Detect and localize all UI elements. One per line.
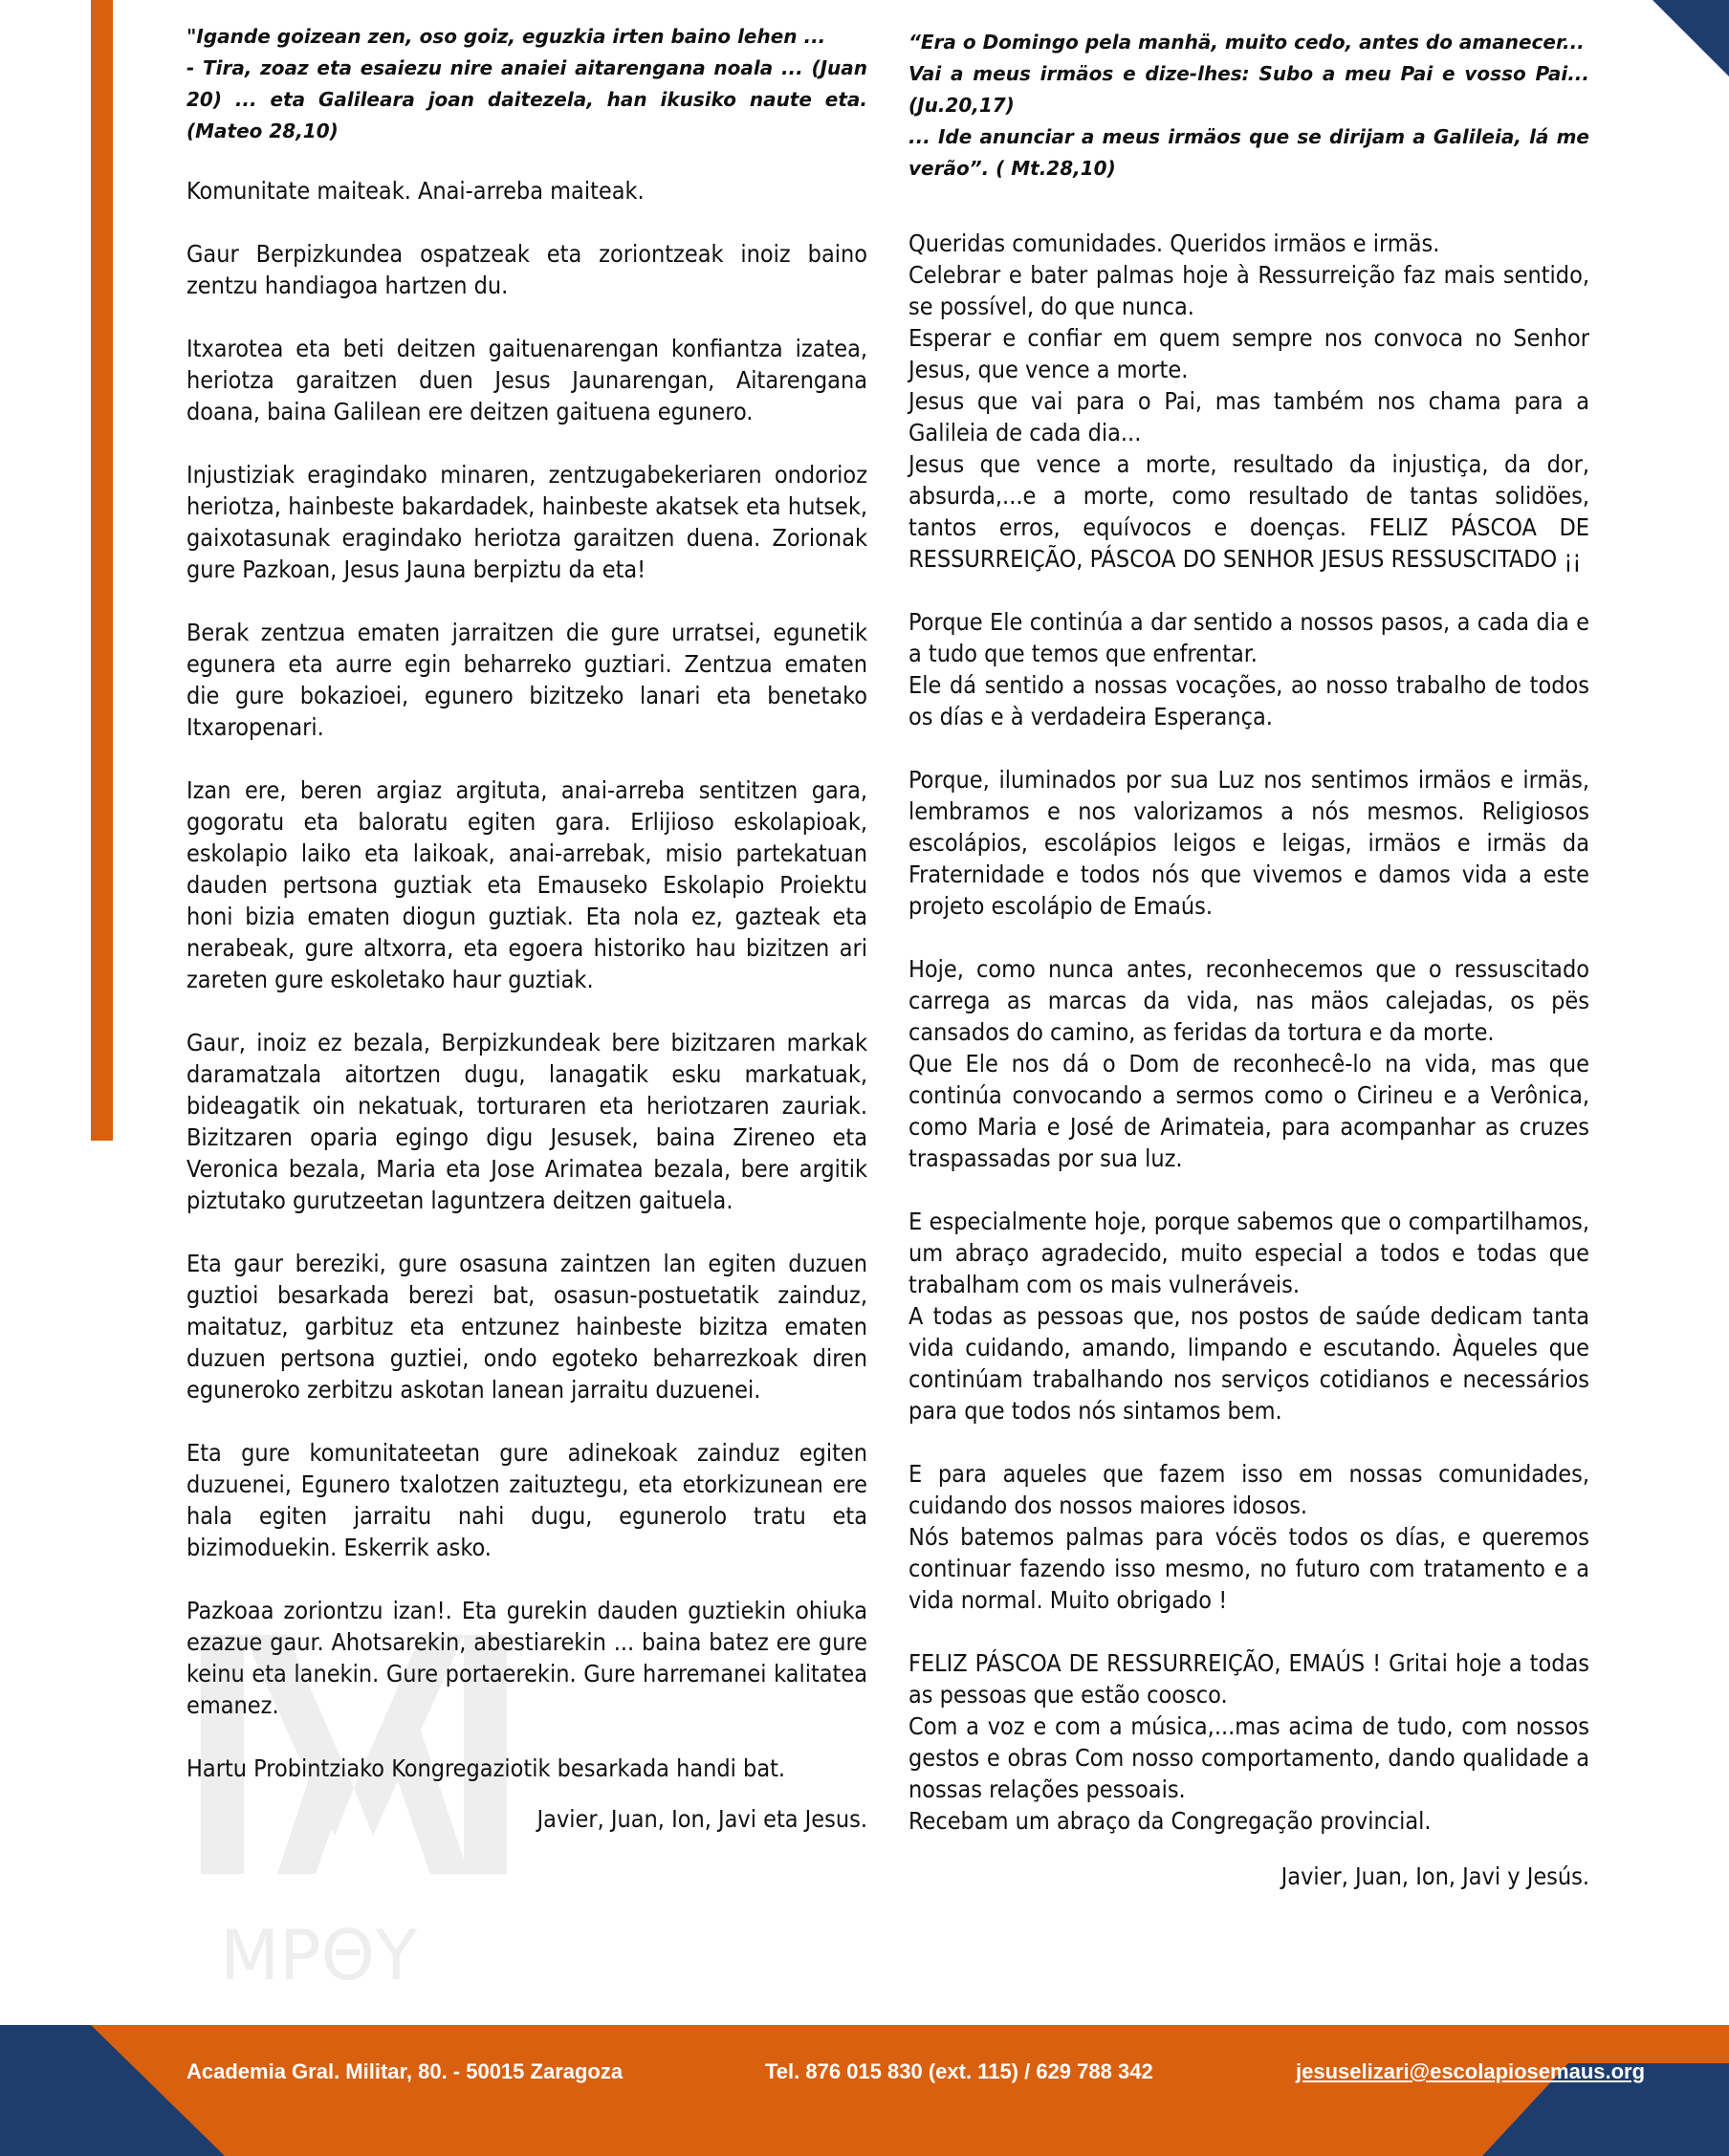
footer-address: Academia Gral. Militar, 80. - 50015 Zaragoza: [186, 2059, 624, 2083]
basque-paragraph: Itxarotea eta beti deitzen gaituenarengan konfiantza izatea, heriotza garaitzen duen Jesus Jaunarengan, Aitarengana doana, baina Galilean ere deitzen gaituena egunero.: [186, 335, 867, 425]
portuguese-epigraph-line: “Era o Domingo pela manhä, muito cedo, antes do amanecer...: [908, 31, 1585, 54]
portuguese-paragraph: Queridas comunidades. Queridos irmäos e irmäs. Celebrar e bater palmas hoje à Ressurreição faz mais sentido, se possível, do que nunca. Esperar e confiar em quem sempre nos convoca no Senhor Jesus, que vence a morte. Jesus que vai para o Pai, mas também nos chama para a Galileia de cada dia... Jesus que vence a morte, resultado da injustiça, da dor, absurda,...e a morte, como resultado de tantas solidöes, tantos erros, equívocos e doenças. FELIZ PÁSCOA DE RESSURREIÇÃO, PÁSCOA DO SENHOR JESUS RESSUSCITADO ¡¡: [908, 229, 1589, 573]
basque-paragraph: Gaur Berpizkundea ospatzeak eta zoriontzeak inoiz baino zentzu handiagoa hartzen du.: [186, 240, 867, 299]
portuguese-epigraph-line: ... Ide anunciar a meus irmäos que se dirijam a Galileia, lá me verão”. ( Mt.28,10): [908, 125, 1589, 180]
basque-paragraph: Komunitate maiteak. Anai-arreba maiteak.: [186, 177, 645, 205]
left-accent-bar: [91, 0, 113, 1141]
basque-signature: Javier, Juan, Ion, Javi eta Jesus.: [536, 1805, 867, 1833]
portuguese-epigraph-line: Vai a meus irmäos e dize-lhes: Subo a meu Pai e vosso Pai...(Ju.20,17): [908, 62, 1589, 117]
portuguese-paragraph: FELIZ PÁSCOA DE RESSURREIÇÃO, EMAÚS ! Gritai hoje a todas as pessoas que estão coosco. Com a voz e com a música,...mas acima de tudo, com nossos gestos e obras Com nosso comportamento, dando qualidade a nossas relações pessoais. Recebam um abraço da Congregação provincial.: [908, 1649, 1589, 1835]
basque-column: [186, 21, 867, 1835]
logo-text: MPΘY: [220, 1915, 418, 1995]
portuguese-column: [908, 27, 1589, 1892]
basque-paragraph: Eta gure komunitateetan gure adinekoak zainduz egiten duzuenei, Egunero txalotzen zaituztegu, eta etorkizunean ere hala egiten jarraitu nahi dugu, egunerolo tratu eta bizimoduekin. Eskerrik asko.: [186, 1439, 867, 1561]
basque-paragraph: Gaur, inoiz ez bezala, Berpizkundeak bere bizitzaren markak daramatzala aitortzen dugu, lanagatik esku markatuak, bideagatik oin nekatuak, torturaren eta heriotzaren zauriak. Bizitzaren oparia egingo digu Jesusek, baina Zireneo eta Veronica bezala, Maria eta Jose Arimatea bezala, bere argitik piztutako gurutzeetan laguntzera deitzen gaituela.: [186, 1029, 867, 1214]
portuguese-signature: Javier, Juan, Ion, Javi y Jesús.: [1280, 1862, 1589, 1890]
basque-paragraph: Injustiziak eragindako minaren, zentzugabekeriaren ondorioz heriotza, hainbeste bakardadek, hainbeste akatsek eta hutsek, gaixotasunak eragindako heriotza garaitzen duena. Zorionak gure Pazkoan, Jesus Jauna berpiztu da eta!: [186, 461, 867, 583]
portuguese-paragraph: Porque Ele continúa a dar sentido a nossos pasos, a cada dia e a tudo que temos que enfrentar. Ele dá sentido a nossas vocações, ao nosso trabalho de todos os días e à verdadeira Esperança.: [908, 608, 1589, 730]
basque-epigraph-line: - Tira, zoaz eta esaiezu nire anaiei aitarengana noala ... (Juan 20) ... eta Galileara joan daitezela, han ikusiko naute eta. (Mateo 28,10): [186, 56, 867, 142]
basque-paragraph: Eta gaur bereziki, gure osasuna zaintzen lan egiten duzuen guztioi besarkada berezi bat, osasun-postuetatik zainduz, maitatuz, garbituz eta entzunez hainbeste bizitza ematen duzuen pertsona guztiei, ondo egoteko beharrezkoak diren eguneroko zerbitzu askotan lanean jarraitu duzuenei.: [186, 1250, 867, 1404]
portuguese-paragraph: E especialmente hoje, porque sabemos que o compartilhamos, um abraço agradecido, muito especial a todos e todas que trabalham com os mais vulneráveis. A todas as pessoas que, nos postos de saúde dedicam tanta vida cuidando, amando, limpando e escutando. Àqueles que continúam trabalhando nos serviços cotidianos e necessários para que todos nós sintamos bem.: [908, 1208, 1589, 1425]
footer-phone: Tel. 876 015 830 (ext. 115) / 629 788 342: [765, 2059, 1153, 2083]
basque-paragraph: Berak zentzua ematen jarraitzen die gure urratsei, egunetik egunera eta aurre egin beharreko guztiari. Zentzua ematen die gure bokazioei, egunero bizitzeko lanari eta benetako Itxaropenari.: [186, 619, 867, 741]
basque-paragraph: Pazkoaa zoriontzu izan!. Eta gurekin dauden guztiekin ohiuka ezazue gaur. Ahotsarekin, abestiarekin ... baina batez ere gure keinu eta lanekin. Gure portaerekin. Gure harremanei kalitatea emanez.: [186, 1597, 867, 1719]
footer-decoration: [0, 2025, 1729, 2156]
basque-epigraph-line: "Igande goizean zen, oso goiz, eguzkia irten baino lehen ...: [186, 25, 826, 48]
basque-paragraph: Hartu Probintziako Kongregaziotik besarkada handi bat.: [186, 1754, 786, 1782]
basque-paragraph: Izan ere, beren argiaz argituta, anai-arreba sentitzen gara, gogoratu eta baloratu egiten gara. Erlijioso eskolapioak, eskolapio laiko eta laikoak, anai-arrebak, misio partekatuan dauden pertsona guztiak eta Emauseko Eskolapio Proiektu honi bizia ematen diogun guztiak. Eta nola ez, gazteak eta nerabeak, gure altxorra, eta egoera historiko hau bizitzen ari zareten gure eskoletako haur guztiak.: [186, 776, 867, 993]
corner-triangle-icon: [1652, 0, 1729, 76]
portuguese-paragraph: Hoje, como nunca antes, reconhecemos que o ressuscitado carrega as marcas da vida, nas mäos calejadas, os pës cansados do camino, as feridas da tortura e da morte. Que Ele nos dá o Dom de reconhecê-lo na vida, mas que continúa convocando a sermos como o Cirineu e a Verônica, como Maria e José de Arimateia, para acompanhar as cruzes traspassadas por sua luz.: [908, 955, 1589, 1172]
portuguese-paragraph: E para aqueles que fazem isso em nossas comunidades, cuidando dos nossos maiores idosos. Nós batemos palmas para vócës todos os días, e queremos continuar fazendo isso mesmo, no futuro com tratamento e a vida normal. Muito obrigado !: [908, 1460, 1589, 1614]
portuguese-paragraph: Porque, iluminados por sua Luz nos sentimos irmäos e irmäs, lembramos e nos valorizamos a nós mesmos. Religiosos escolápios, escolápios leigos e leigas, irmäos e irmäs da Fraternidade e todos nós que vivemos e damos vida a este projeto escolápio de Emaús.: [908, 766, 1589, 920]
footer-email-link[interactable]: jesuselizari@escolapiosemaus.org: [1296, 2059, 1646, 2083]
